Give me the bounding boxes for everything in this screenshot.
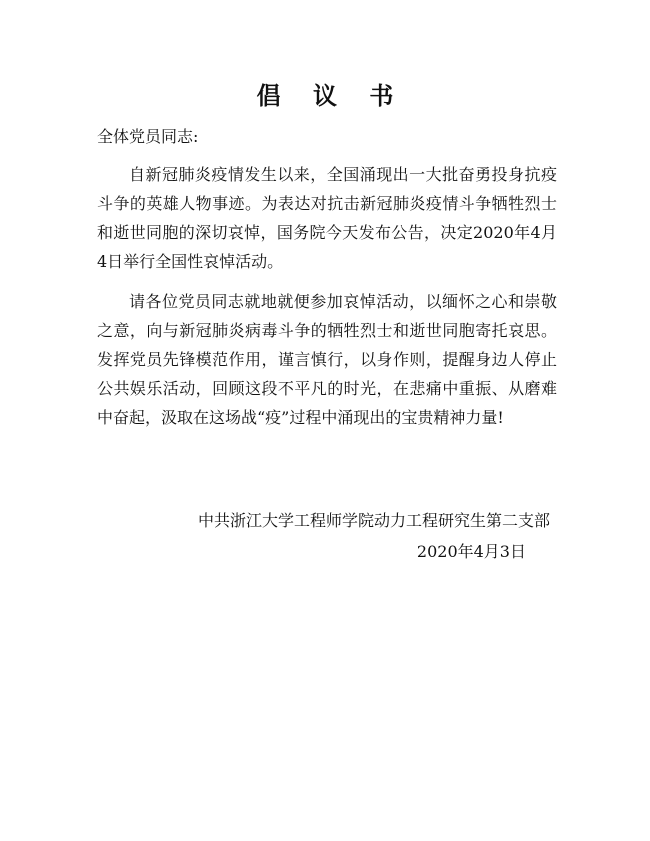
salutation: 全体党员同志:	[97, 127, 199, 146]
body-paragraph-2: 请各位党员同志就地就便参加哀悼活动，以缅怀之心和崇敬之意，向与新冠肺炎病毒斗争的牺牲烈士和逝世同胞寄托哀思。发挥党员先锋模范作用，谨言慎行，以身作则，提醒身边人停止公共娱乐活动，回顾这段不平凡的时光，在悲痛中重振、从磨难中奋起，汲取在这场战“疫”过程中涌现出的宝贵精神力量!	[97, 292, 557, 427]
body-paragraph-1: 自新冠肺炎疫情发生以来，全国涌现出一大批奋勇投身抗疫斗争的英雄人物事迹。为表达对抗击新冠肺炎疫情斗争牺牲烈士和逝世同胞的深切哀悼，国务院今天发布公告，决定2020年4月4日举行全国性哀悼活动。	[97, 165, 557, 271]
signature-date: 2020年4月3日	[416, 542, 526, 561]
signer-organization: 中共浙江大学工程师学院动力工程研究生第二支部	[197, 511, 550, 530]
document-title: 倡 议 书	[256, 81, 406, 110]
